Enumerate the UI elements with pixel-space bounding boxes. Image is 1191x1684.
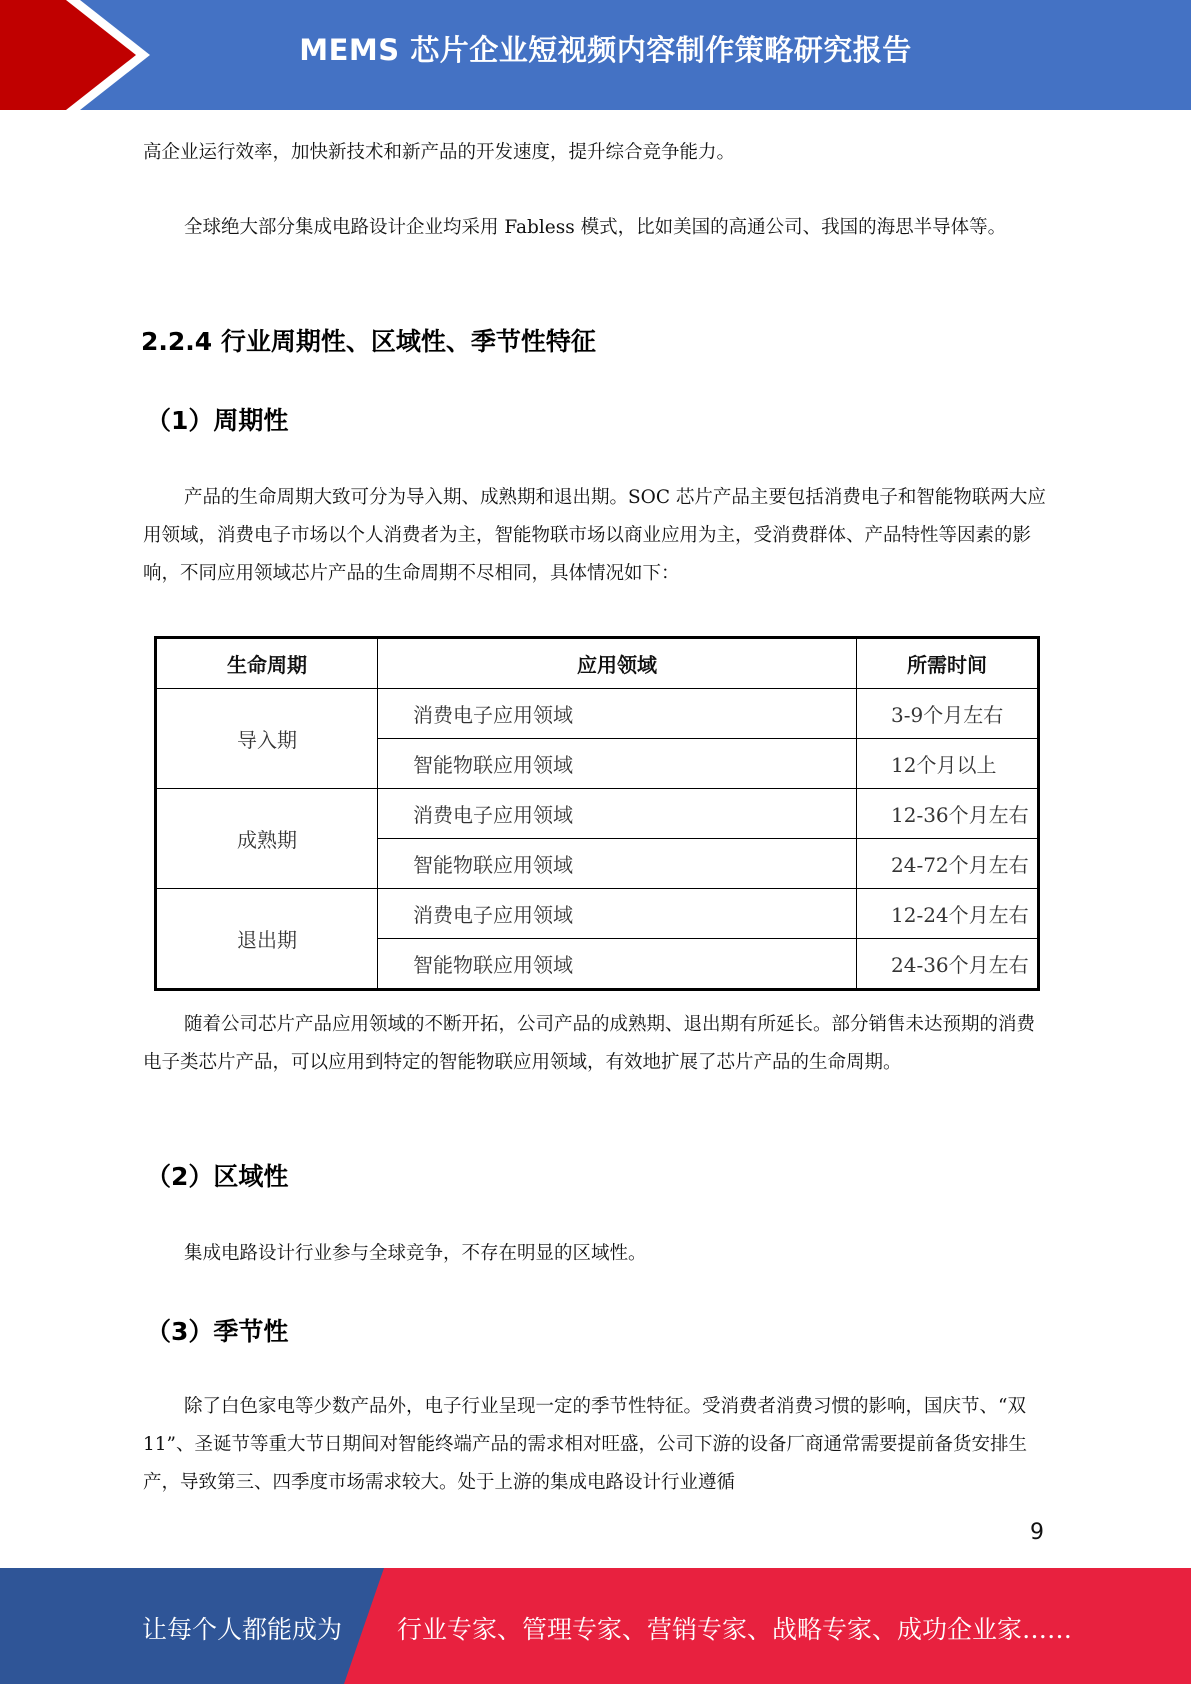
page-header bbox=[0, 0, 1191, 110]
paragraph-lifecycle: 产品的生命周期大致可分为导入期、成熟期和退出期。SOC 芯片产品主要包括消费电子和智能物联两大应用领域，消费电子市场以个人消费者为主，智能物联市场以商业应用为主，受消费群体、产品特性等因素的影响，不同应用领域芯片产品的生命周期不尽相同，具体情况如下： bbox=[143, 487, 1046, 584]
page-number: 9 bbox=[1030, 1520, 1044, 1545]
footer-slogan-left: 让每个人都能成为 bbox=[142, 1615, 343, 1644]
table-header-stage: 生命周期 bbox=[156, 638, 378, 689]
table-cell-time: 3-9个月左右 bbox=[857, 689, 1039, 739]
paragraph-seasonality: 除了白色家电等少数产品外，电子行业呈现一定的季节性特征。受消费者消费习惯的影响，国庆节、“双 11”、圣诞节等重大节日期间对智能终端产品的需求相对旺盛，公司下游的设备厂商通常需要提前备货安排生产，导致第三、四季度市场需求较大。处于上游的集成电路设计行业遵循 bbox=[143, 1396, 1028, 1493]
lifecycle-table bbox=[154, 636, 1040, 991]
subheading-cyclicality: （1）周期性 bbox=[146, 406, 289, 435]
table-cell-time: 12-36个月左右 bbox=[857, 789, 1039, 839]
table-cell-field: 智能物联应用领域 bbox=[378, 939, 857, 990]
table-header-row bbox=[156, 638, 1039, 689]
table-cell-time: 12-24个月左右 bbox=[857, 889, 1039, 939]
table-cell-field: 智能物联应用领域 bbox=[378, 839, 857, 889]
table-cell-stage: 成熟期 bbox=[156, 789, 378, 889]
table-cell-field: 消费电子应用领域 bbox=[378, 789, 857, 839]
table-row bbox=[156, 689, 1039, 739]
page-footer bbox=[0, 1568, 1191, 1684]
subheading-regionality: （2）区域性 bbox=[146, 1162, 289, 1191]
table-header-field: 应用领域 bbox=[378, 638, 857, 689]
table-cell-stage: 退出期 bbox=[156, 889, 378, 990]
paragraph-fabless: 全球绝大部分集成电路设计企业均采用 Fabless 模式，比如美国的高通公司、我国的海思半导体等。 bbox=[184, 217, 1007, 238]
paragraph-extension: 随着公司芯片产品应用领域的不断开拓，公司产品的成熟期、退出期有所延长。部分销售未达预期的消费电子类芯片产品，可以应用到特定的智能物联应用领域，有效地扩展了芯片产品的生命周期。 bbox=[143, 1014, 1036, 1073]
report-title: MEMS 芯片企业短视频内容制作策略研究报告 bbox=[299, 33, 912, 67]
paragraph-regionality: 集成电路设计行业参与全球竞争，不存在明显的区域性。 bbox=[184, 1243, 647, 1264]
subheading-seasonality: （3）季节性 bbox=[146, 1317, 289, 1346]
table-row bbox=[156, 789, 1039, 839]
table-cell-field: 消费电子应用领域 bbox=[378, 889, 857, 939]
paragraph-efficiency: 高企业运行效率，加快新技术和新产品的开发速度，提升综合竞争能力。 bbox=[143, 142, 736, 163]
table-cell-field: 智能物联应用领域 bbox=[378, 739, 857, 789]
table-cell-time: 24-72个月左右 bbox=[857, 839, 1039, 889]
table-cell-time: 24-36个月左右 bbox=[857, 939, 1039, 990]
section-heading-2-2-4: 2.2.4 行业周期性、区域性、季节性特征 bbox=[141, 327, 596, 356]
table-cell-field: 消费电子应用领域 bbox=[378, 689, 857, 739]
footer-slogan-right: 行业专家、管理专家、营销专家、战略专家、成功企业家…… bbox=[397, 1615, 1073, 1644]
table-cell-stage: 导入期 bbox=[156, 689, 378, 789]
table-cell-time: 12个月以上 bbox=[857, 739, 1039, 789]
table-header-time: 所需时间 bbox=[857, 638, 1039, 689]
table-row bbox=[156, 889, 1039, 939]
